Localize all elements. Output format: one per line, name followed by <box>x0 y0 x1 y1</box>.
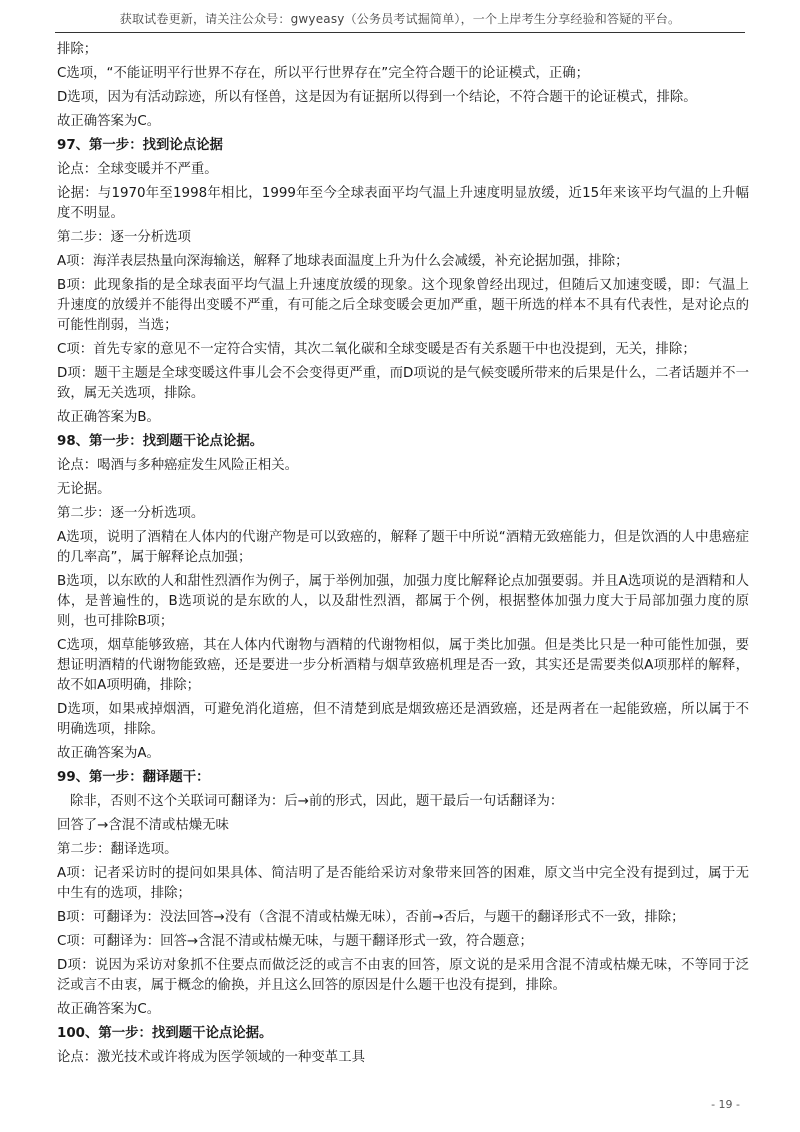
paragraph: 论点：喝酒与多种癌症发生风险正相关。 <box>57 458 299 473</box>
paragraph: 排除； <box>57 42 98 57</box>
paragraph: 故正确答案为A。 <box>57 746 160 761</box>
paragraph: 论据：与1970年至1998年相比，1999年至今全球表面平均气温上升速度明显放缓，近15年来该平均气温的上升幅度不明显。 <box>57 186 749 221</box>
header-divider <box>55 32 745 33</box>
question-heading: 98、第一步：找到题干论点论据。 <box>57 434 264 449</box>
paragraph: 第二步：逐一分析选项。 <box>57 506 205 521</box>
page-header <box>0 0 800 36</box>
page-number: - 19 - <box>711 1098 740 1111</box>
header-text: 获取试卷更新，请关注公众号：gwyeasy（公务员考试掘简单），一个上岸考生分享经验和答疑的平台。 <box>119 12 681 26</box>
paragraph: B项：可翻译为：没法回答→没有（含混不清或枯燥无味），否前→否后，与题干的翻译形式不一致，排除； <box>57 910 685 925</box>
paragraph: 故正确答案为C。 <box>57 114 161 129</box>
paragraph: B选项，以东欧的人和甜性烈酒作为例子，属于举例加强，加强力度比解释论点加强要弱。并且A选项说的是酒精和人体，是普遍性的，B选项说的是东欧的人，以及甜性烈酒，都属于个例，根据整体加强力度大于局部加强力度的原则，也可排除B项； <box>57 574 749 629</box>
document-body <box>57 40 749 1072</box>
paragraph: A项：记者采访时的提问如果具体、简洁明了是否能给采访对象带来回答的困难，原文当中完全没有提到过，属于无中生有的选项，排除； <box>57 866 749 901</box>
paragraph: B项：此现象指的是全球表面平均气温上升速度放缓的现象。这个现象曾经出现过，但随后又加速变暖，即：气温上升速度的放缓并不能得出变暖不严重，有可能之后全球变暖会更加严重，题干所选的样本不具有代表性，是对论点的可能性削弱，当选； <box>57 278 749 333</box>
paragraph: A选项，说明了酒精在人体内的代谢产物是可以致癌的，解释了题干中所说“酒精无致癌能力，但是饮酒的人中患癌症的几率高”，属于解释论点加强； <box>57 530 749 565</box>
paragraph: D项：说因为采访对象抓不住要点而做泛泛的或言不由衷的回答，原文说的是采用含混不清或枯燥无味，不等同于泛泛或言不由衷，属于概念的偷换，并且这么回答的原因是什么题干也没有提到，排除。 <box>57 958 749 993</box>
paragraph: 故正确答案为B。 <box>57 410 160 425</box>
paragraph: 故正确答案为C。 <box>57 1002 161 1017</box>
paragraph: D项：题干主题是全球变暖这件事儿会不会变得更严重，而D项说的是气候变暖所带来的后果是什么，二者话题并不一致，属无关选项，排除。 <box>57 366 749 401</box>
paragraph: 除非，否则不这个关联词可翻译为：后→前的形式，因此，题干最后一句话翻译为： <box>70 794 564 809</box>
paragraph: C项：首先专家的意见不一定符合实情，其次二氧化碳和全球变暖是否有关系题干中也没提到，无关，排除； <box>57 342 696 357</box>
paragraph: 无论据。 <box>57 482 111 497</box>
paragraph: D选项，如果戒掉烟酒，可避免消化道癌，但不清楚到底是烟致癌还是酒致癌，还是两者在一起能致癌，所以属于不明确选项，排除。 <box>57 702 749 737</box>
paragraph: 第二步：翻译选项。 <box>57 842 178 857</box>
paragraph: A项：海洋表层热量向深海输送，解释了地球表面温度上升为什么会减缓，补充论据加强，排除； <box>57 254 629 269</box>
paragraph: C选项，“不能证明平行世界不存在，所以平行世界存在”完全符合题干的论证模式，正确； <box>57 66 590 81</box>
paragraph: 第二步：逐一分析选项 <box>57 230 191 245</box>
paragraph: 论点：激光技术或许将成为医学领域的一种变革工具 <box>57 1050 365 1065</box>
question-heading: 99、第一步：翻译题干： <box>57 770 210 785</box>
paragraph: 论点：全球变暖并不严重。 <box>57 162 218 177</box>
paragraph: C选项，烟草能够致癌，其在人体内代谢物与酒精的代谢物相似，属于类比加强。但是类比只是一种可能性加强，要想证明酒精的代谢物能致癌，还是要进一步分析酒精与烟草致癌机理是否一致，其实还是需要类似A项那样的解释，故不如A项明确，排除； <box>57 638 749 693</box>
paragraph: 回答了→含混不清或枯燥无味 <box>57 818 229 833</box>
question-heading: 97、第一步：找到论点论据 <box>57 138 223 153</box>
question-heading: 100、第一步：找到题干论点论据。 <box>57 1026 273 1041</box>
paragraph: D选项，因为有活动踪迹，所以有怪兽，这是因为有证据所以得到一个结论，不符合题干的论证模式，排除。 <box>57 90 697 105</box>
paragraph: C项：可翻译为：回答→含混不清或枯燥无味，与题干翻译形式一致，符合题意； <box>57 934 533 949</box>
